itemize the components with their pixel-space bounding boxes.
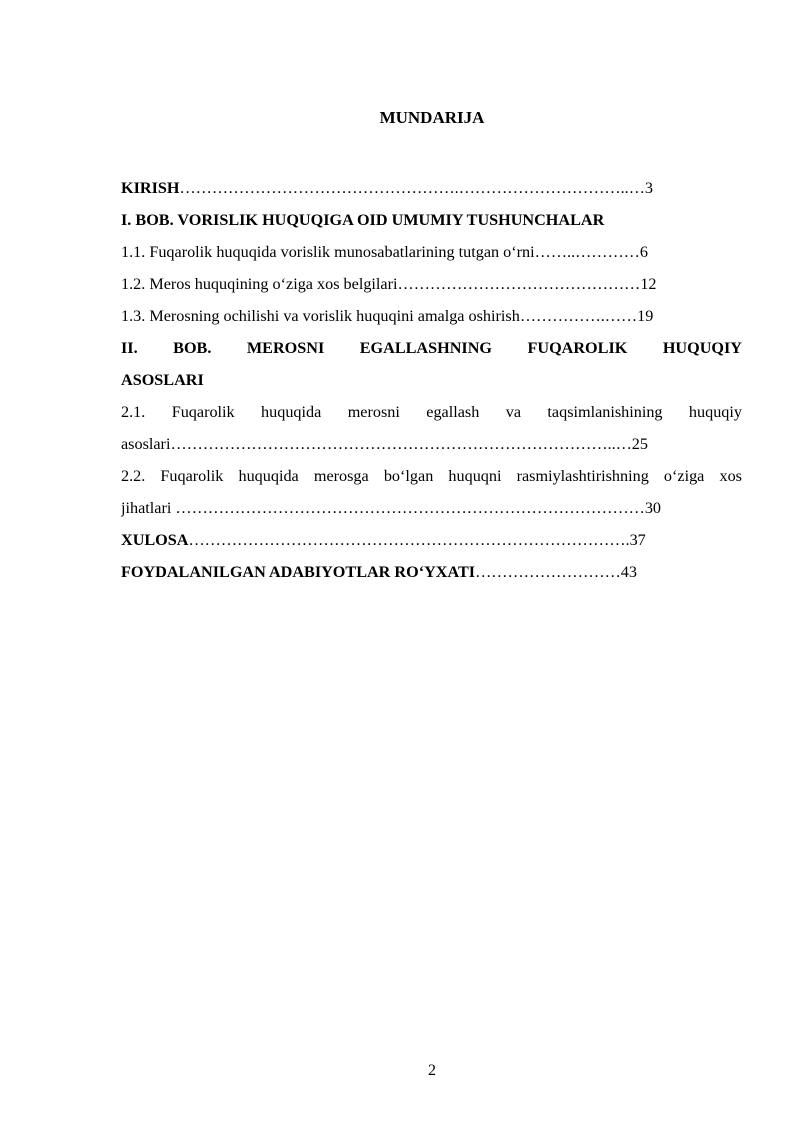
toc-entry-1-1 [121,236,742,268]
toc-heading: MUNDARIJA [379,108,485,127]
toc-entry-title: KIRISH [121,179,180,197]
toc-entry-2-1-line1: 2.1. Fuqarolik huquqida merosni egallash va taqsimlanishining huquqiy [121,403,742,421]
toc-chapter-1-heading: I. BOB. VORISLIK HUQUQIGA OID UMUMIY TUSHUNCHALAR [121,211,605,229]
toc-leader: ……………………………………… [397,275,641,293]
toc-page-number: 30 [644,499,662,517]
toc-entry-1-3 [121,300,742,332]
toc-leader: …………………………………………………………………………… [175,499,645,517]
table-of-contents [121,172,742,588]
toc-entry-xulosa [121,524,742,556]
toc-page-number: 37 [629,531,646,549]
toc-leader: ……..………… [534,243,640,261]
toc-leader: ……………………… [475,563,621,581]
toc-page-number: 19 [637,307,654,325]
toc-entry-2-2-line2 [121,492,742,524]
toc-entry-2-2-line1: 2.2. Fuqarolik huquqida merosga bo‘lgan huquqni rasmiylashtirishning o‘ziga xos [121,467,742,485]
toc-entry-kirish [121,172,742,204]
toc-entry-2-1-line2 [121,428,742,460]
toc-page-number: 25 [631,435,648,453]
toc-entry-title: 1.2. Meros huquqining o‘ziga xos belgilari [121,275,398,293]
toc-entry-1-2 [121,268,742,300]
toc-page-number: 12 [640,275,657,293]
footer-page-number: 2 [428,1062,436,1079]
toc-page-number: 3 [644,179,653,197]
toc-leader: …………….…… [519,307,638,325]
toc-entry-title: FOYDALANILGAN ADABIYOTLAR RO‘YXATI [121,563,476,581]
toc-entry-title: jihatlari [121,499,176,517]
toc-entry-title: 1.1. Fuqarolik huquqida vorislik munosabatlarining tutgan o‘rni [121,243,535,261]
toc-entry-title: XULOSA [121,531,189,549]
toc-page-number: 43 [620,563,637,581]
toc-entry-title: 1.3. Merosning ochilishi va vorislik huquqini amalga oshirish [121,307,520,325]
toc-leader: ………………………………………………………………………..… [170,435,632,453]
toc-chapter-2-heading-line2: ASOSLARI [121,371,204,389]
toc-chapter-2-heading-line1: II. BOB. MEROSNI EGALLASHNING FUQAROLIK HUQUQIY [121,339,742,357]
toc-leader: …………………………………………….…………………………..… [179,179,645,197]
toc-page-number: 6 [639,243,648,261]
toc-entry-title: asoslari [121,435,171,453]
toc-leader: ………………………………………………………………………. [188,531,630,549]
toc-entry-references [121,556,742,588]
